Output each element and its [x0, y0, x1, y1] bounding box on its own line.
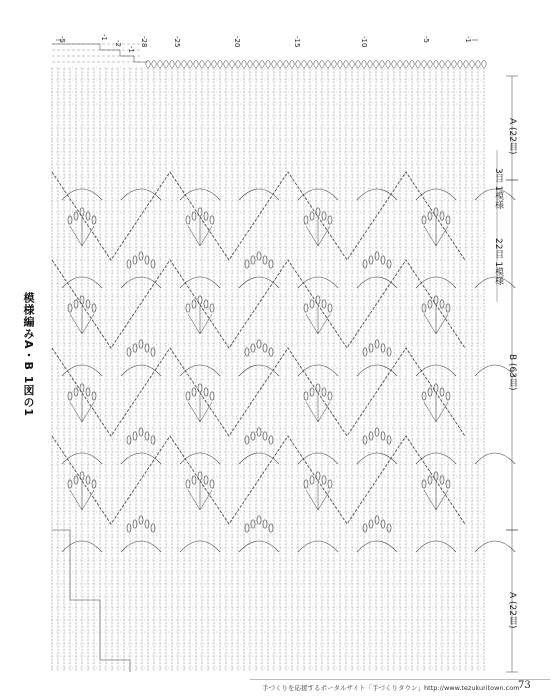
chain-arch — [357, 189, 397, 200]
puff-stitch — [363, 260, 367, 268]
chain-stitch — [152, 61, 156, 68]
row-number: -10 — [360, 36, 368, 48]
puff-stitch — [316, 296, 320, 304]
puff-stitch — [151, 348, 155, 356]
puff-stitch — [145, 432, 149, 440]
row-number: -1 — [100, 34, 108, 41]
puff-stitch — [375, 516, 379, 524]
row-number: -15 — [293, 36, 301, 48]
puff-stitch — [263, 432, 267, 440]
puff-stitch — [375, 428, 379, 436]
fan-stitch — [306, 402, 318, 422]
chain-stitch — [356, 61, 360, 68]
chain-stitch — [194, 61, 198, 68]
puff-stitch — [263, 344, 267, 352]
chain-arch — [121, 189, 161, 200]
chain-arch — [357, 277, 397, 288]
chain-stitch — [344, 61, 348, 68]
puff-stitch — [210, 392, 214, 400]
puff-stitch — [210, 480, 214, 488]
fan-stitch — [200, 314, 212, 334]
row-number: -28 — [140, 36, 148, 48]
puff-stitch — [74, 476, 78, 484]
chain-arch — [357, 541, 397, 552]
row-number: -5 — [422, 36, 430, 43]
chain-stitch — [164, 61, 168, 68]
puff-stitch — [139, 516, 143, 524]
chain-stitch — [200, 61, 204, 68]
chain-stitch — [158, 61, 162, 68]
chain-stitch — [368, 61, 372, 68]
chain-stitch — [470, 61, 474, 68]
chain-stitch — [422, 61, 426, 68]
chain-stitch — [452, 61, 456, 68]
puff-stitch — [304, 480, 308, 488]
chain-arch — [239, 541, 279, 552]
row-number: -5 — [58, 36, 66, 43]
lattice-line — [52, 348, 465, 436]
chart-title: 模様編みA・B 1図の1 — [22, 292, 35, 418]
chain-arch — [121, 365, 161, 376]
puff-stitch — [127, 524, 131, 532]
puff-stitch — [381, 344, 385, 352]
row-number: -1 — [464, 36, 472, 43]
chain-stitch — [260, 61, 264, 68]
puff-stitch — [328, 480, 332, 488]
puff-stitch — [328, 392, 332, 400]
puff-stitch — [204, 300, 208, 308]
chain-stitch — [224, 61, 228, 68]
chain-stitch — [416, 61, 420, 68]
chain-stitch — [398, 61, 402, 68]
footer-text: 手づくりを応援するポータルサイト「手づくりタウン」http://www.tezukuritown.com — [262, 684, 520, 692]
puff-stitch — [245, 524, 249, 532]
fan-stitch — [200, 226, 212, 246]
puff-stitch — [133, 344, 137, 352]
fan-stitch — [188, 402, 200, 422]
puff-stitch — [381, 432, 385, 440]
chain-stitch — [176, 61, 180, 68]
puff-stitch — [133, 432, 137, 440]
puff-stitch — [387, 260, 391, 268]
chain-stitch — [290, 61, 294, 68]
chain-stitch — [476, 61, 480, 68]
puff-stitch — [322, 300, 326, 308]
puff-stitch — [363, 524, 367, 532]
chain-stitch — [212, 61, 216, 68]
chain-stitch — [296, 61, 300, 68]
chain-stitch — [146, 61, 150, 68]
fan-stitch — [188, 314, 200, 334]
puff-stitch — [322, 212, 326, 220]
row-number: -2 — [114, 40, 122, 47]
puff-stitch — [251, 344, 255, 352]
puff-stitch — [428, 476, 432, 484]
lattice-line — [52, 436, 465, 524]
chart-bottom-edge — [52, 530, 130, 672]
puff-stitch — [192, 476, 196, 484]
puff-stitch — [192, 300, 196, 308]
puff-stitch — [369, 344, 373, 352]
chain-stitch — [458, 61, 462, 68]
chain-stitch — [404, 61, 408, 68]
chain-stitch — [272, 61, 276, 68]
puff-stitch — [387, 348, 391, 356]
section-label-a-bottom: A (22目) — [507, 592, 517, 629]
fan-stitch — [188, 226, 200, 246]
puff-stitch — [369, 432, 373, 440]
page-number: 73 — [518, 680, 531, 691]
chain-stitch — [254, 61, 258, 68]
chain-arch — [239, 189, 279, 200]
puff-stitch — [192, 212, 196, 220]
puff-stitch — [186, 216, 190, 224]
chain-stitch — [308, 61, 312, 68]
puff-stitch — [139, 428, 143, 436]
chain-stitch — [350, 61, 354, 68]
puff-stitch — [204, 212, 208, 220]
chain-arch — [239, 277, 279, 288]
puff-stitch — [245, 348, 249, 356]
chain-stitch — [380, 61, 384, 68]
puff-stitch — [151, 260, 155, 268]
fan-stitch — [318, 314, 330, 334]
chain-arch — [121, 541, 161, 552]
chain-stitch — [206, 61, 210, 68]
chain-stitch — [410, 61, 414, 68]
chain-stitch — [236, 61, 240, 68]
puff-stitch — [269, 348, 273, 356]
chain-stitch — [332, 61, 336, 68]
pattern-repeat-22: 22目 1模様 — [493, 238, 503, 286]
chain-stitch — [434, 61, 438, 68]
puff-stitch — [139, 252, 143, 260]
chain-stitch — [386, 61, 390, 68]
puff-stitch — [145, 344, 149, 352]
chain-stitch — [482, 61, 486, 68]
chain-stitch — [314, 61, 318, 68]
fan-stitch — [188, 490, 200, 510]
puff-stitch — [86, 212, 90, 220]
chain-arch — [121, 277, 161, 288]
puff-stitch — [127, 348, 131, 356]
puff-stitch — [251, 432, 255, 440]
puff-stitch — [204, 476, 208, 484]
chain-stitch — [218, 61, 222, 68]
row-number: -25 — [173, 36, 181, 48]
fan-stitch — [306, 314, 318, 334]
chain-stitch — [278, 61, 282, 68]
chain-stitch — [188, 61, 192, 68]
chain-arch — [239, 365, 279, 376]
puff-stitch — [257, 516, 261, 524]
puff-stitch — [210, 216, 214, 224]
chain-arch — [357, 453, 397, 464]
puff-stitch — [245, 260, 249, 268]
section-label-a-top: A (22目) — [507, 118, 517, 155]
puff-stitch — [328, 216, 332, 224]
puff-stitch — [440, 212, 444, 220]
puff-stitch — [304, 392, 308, 400]
puff-stitch — [387, 524, 391, 532]
fan-stitch — [200, 402, 212, 422]
chain-stitch — [170, 61, 174, 68]
puff-stitch — [257, 252, 261, 260]
puff-stitch — [269, 524, 273, 532]
chain-stitch — [182, 61, 186, 68]
puff-stitch — [440, 476, 444, 484]
chain-stitch — [302, 61, 306, 68]
pattern-repeat-3: 3目 1模様 — [493, 168, 503, 210]
chain-stitch — [446, 61, 450, 68]
chain-arch — [475, 541, 515, 552]
puff-stitch — [151, 524, 155, 532]
fan-stitch — [200, 490, 212, 510]
chain-stitch — [338, 61, 342, 68]
fan-stitch — [318, 402, 330, 422]
chain-stitch — [326, 61, 330, 68]
lattice-line — [52, 172, 465, 260]
puff-stitch — [74, 212, 78, 220]
footer-rule — [250, 679, 550, 680]
chain-stitch — [266, 61, 270, 68]
puff-stitch — [304, 216, 308, 224]
chain-arch — [121, 453, 161, 464]
chain-stitch — [284, 61, 288, 68]
puff-stitch — [257, 428, 261, 436]
puff-stitch — [363, 348, 367, 356]
puff-stitch — [375, 252, 379, 260]
puff-stitch — [198, 384, 202, 392]
puff-stitch — [428, 212, 432, 220]
puff-stitch — [310, 212, 314, 220]
puff-stitch — [86, 476, 90, 484]
puff-stitch — [198, 296, 202, 304]
puff-stitch — [310, 476, 314, 484]
chain-stitch — [320, 61, 324, 68]
chain-arch — [475, 453, 515, 464]
puff-stitch — [127, 260, 131, 268]
row-number: -1 — [127, 46, 135, 53]
chain-stitch — [374, 61, 378, 68]
section-label-b: B (63目) — [507, 354, 517, 391]
row-number: -20 — [233, 36, 241, 48]
puff-stitch — [310, 300, 314, 308]
lattice-line — [52, 260, 465, 348]
chain-stitch — [440, 61, 444, 68]
puff-stitch — [269, 260, 273, 268]
chain-stitch — [392, 61, 396, 68]
chain-stitch — [230, 61, 234, 68]
puff-stitch — [316, 384, 320, 392]
chain-arch — [239, 453, 279, 464]
chain-stitch — [464, 61, 468, 68]
puff-stitch — [186, 480, 190, 488]
chain-stitch — [242, 61, 246, 68]
chain-stitch — [428, 61, 432, 68]
chain-stitch — [248, 61, 252, 68]
puff-stitch — [322, 476, 326, 484]
chain-arch — [357, 365, 397, 376]
puff-stitch — [186, 392, 190, 400]
chain-stitch — [362, 61, 366, 68]
